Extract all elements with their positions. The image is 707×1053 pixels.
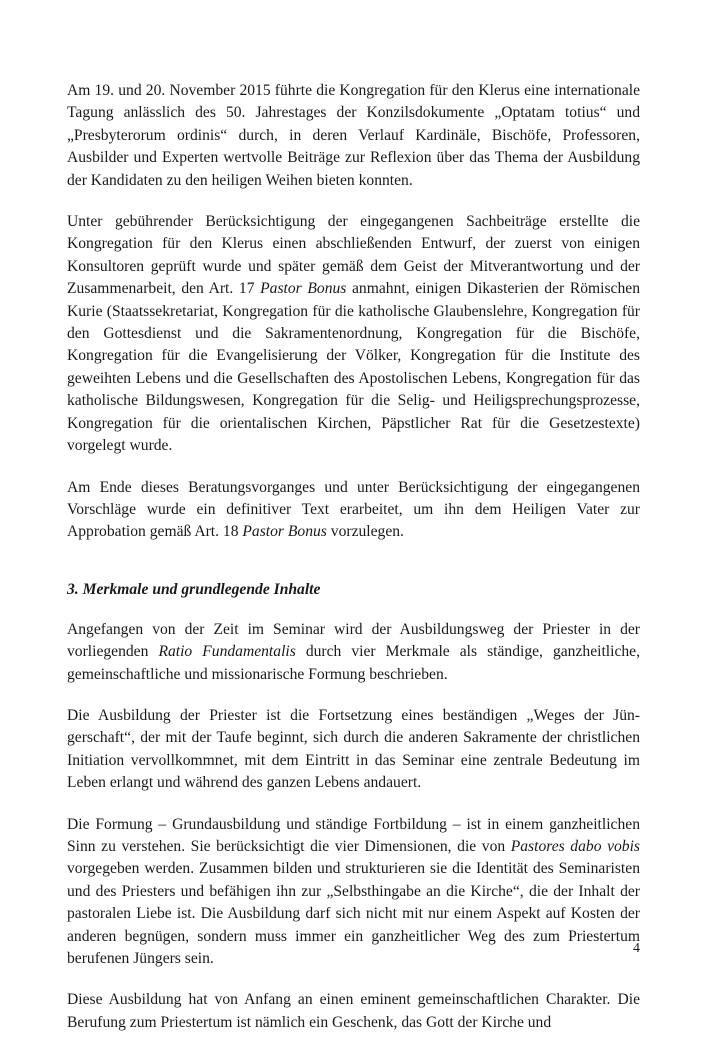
text-run: Unter gebührender Berücksichtigung der eingegangenen Sachbeiträge erstellte die Kongregation für den Klerus einen abschließenden Entwurf, der zuerst von einigen Konsultoren geprüft wurde und später gemäß dem Geist der Mitverantwortung und der Zusammenarbeit, den Art. 17 — [67, 213, 640, 298]
intro-section — [67, 80, 640, 544]
text-run: Diese Ausbildung hat von Anfang an einen eminent gemeinschaftlichen Charakter. Die Berufung zum Priestertum ist nämlich ein Geschenk, das Gott der Kirche und — [67, 991, 640, 1031]
text-run: Die Ausbildung der Priester ist die Fortsetzung eines beständigen „Weges der Jüngerschaft“, der mit der Taufe beginnt, sich durch die anderen Sakramente der christlichen Initiation vervollkommnet, mit dem Eintritt in das Seminar eine zentrale Bedeutung im Leben erlangt und während des ganzen Lebens andauert. — [67, 706, 640, 792]
page-number: 4 — [633, 941, 640, 956]
italic-title: Pastores dabo vobis — [510, 837, 640, 855]
paragraph — [67, 80, 640, 192]
text-run: Am Ende dieses Beratungsvorganges und unter Berücksichtigung der eingegangenen Vorschläge wurde ein definitiver Text erarbeitet, um ihn dem Heiligen Vater zur Approbation gemäß Art. 18 — [67, 478, 640, 541]
text-run: durch vier Merkmale als ständige, ganzheitliche, gemeinschaftliche und missionarische Formung beschrieben. — [67, 643, 640, 683]
italic-title: Ratio Fundamentalis — [158, 643, 296, 661]
paragraph — [67, 989, 640, 1034]
paragraph — [67, 814, 640, 971]
text-run: vorzulegen. — [326, 523, 404, 541]
section-heading: 3. Merkmale und grundlegende Inhalte — [67, 580, 321, 598]
document-page — [67, 80, 640, 1053]
text-run: Am 19. und 20. November 2015 führte die Kongregation für den Klerus eine internationale Tagung anlässlich des 50. Jahrestages der Konzilsdokumente „Optatam totius“ und „Presbyterorum ordinis“ durch, in deren Verlauf Kardinäle, Bischöfe, Professoren, Ausbilder und Experten wertvolle Beiträge zur Reflexion über das Thema der Ausbildung der Kandidaten zu den heiligen Weihen bieten konnten. — [67, 82, 640, 189]
italic-title: Pastor Bonus — [260, 280, 347, 298]
text-run: Angefangen von der Zeit im Seminar wird der Ausbildungsweg der Priester in der vorliegenden — [67, 620, 640, 661]
paragraph — [67, 705, 640, 795]
paragraph — [67, 619, 640, 686]
text-run: Die Formung – Grundausbildung und ständige Fortbildung – ist in einem ganzheitlichen Sinn zu verstehen. Sie berücksichtigt die vier Dimensionen, die von — [67, 815, 640, 855]
italic-title: Pastor Bonus — [242, 523, 327, 541]
text-run: anmahnt, einigen Dikasterien der Römischen Kurie (Staatssekretariat, Kongregation für die katholische Glaubenslehre, Kongregation für den Gottesdienst und die Sakramentenordnung, Kongregation für die Bischöfe, Kongregation für die Evangelisierung der Völker, Kongregation für die Institute des geweihten Lebens und die Gesellschaften des Apostolischen Lebens, Kongregation für das katholische Bildungswesen, Kongregation für die Selig- und Heiligsprechungsprozesse, Kongregation für die orientalischen Kirchen, Päpstlicher Rat für die Gesetzestexte) vorgelegt wurde. — [67, 280, 640, 455]
paragraph — [67, 477, 640, 544]
text-run: vorgegeben werden. Zusammen bilden und strukturieren sie die Identität des Seminaristen und des Priesters und befähigen ihn zur „Selbsthingabe an die Kirche“, die der Inhalt der pastoralen Liebe ist. Die Ausbildung darf sich nicht mit nur einem Aspekt auf Kosten der anderen begnügen, sondern muss immer ein ganzheitlicher Weg des zum Priestertum berufenen Jüngers sein. — [67, 860, 640, 967]
section-body — [67, 619, 640, 1035]
paragraph — [67, 211, 640, 457]
